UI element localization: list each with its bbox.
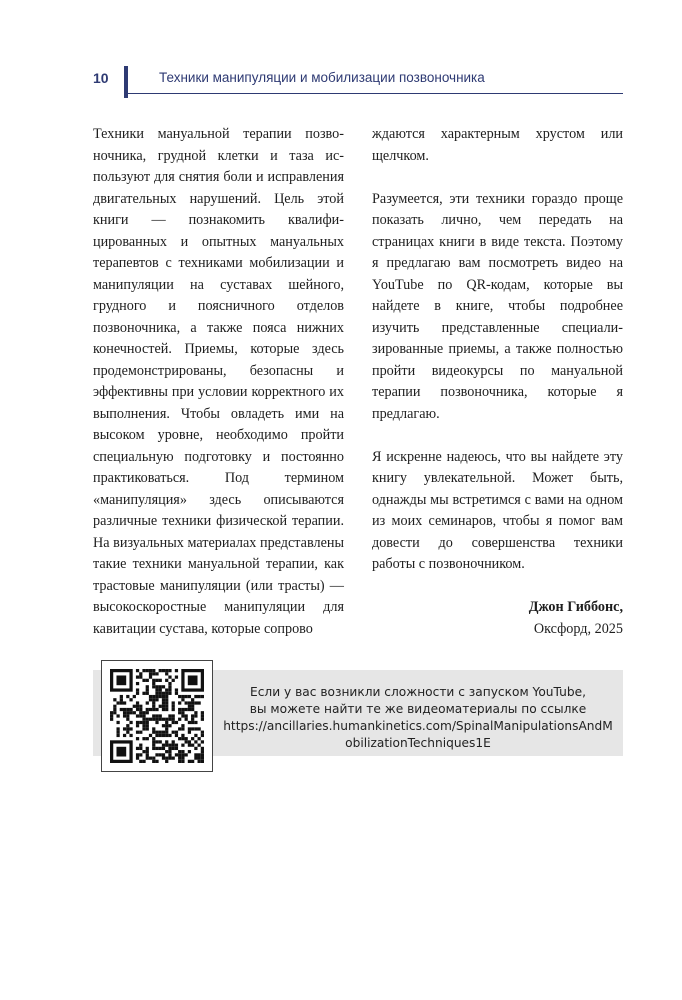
- signature: [372, 597, 623, 640]
- running-header: [93, 66, 623, 100]
- qr-note-line: вы можете найти те же видеоматериалы по ссылке: [249, 702, 587, 716]
- running-title: Техники манипуляции и мобилизации позвоночника: [159, 70, 485, 85]
- place-date: Оксфорд, 2025: [533, 620, 623, 637]
- qr-code-icon: [110, 669, 204, 763]
- right-column: [372, 124, 623, 640]
- closing-paragraph: Я искренне надеюсь, что вы найдете эту книгу увлекательной. Может быть, однажды мы встретимся с вами на одном из моих семинаров, чтобы я помог вам довести до совершенства техники работы с позвоночником.: [372, 448, 623, 572]
- youtube-paragraph: Разумеется, эти техники гораздо проще показать лично, чем передать на страницах книги в виде текста. Поэтому я предлагаю вам посмотреть видео на YouTube по QR-кодам, которые вы найдете в книге, чтобы подробнее изучить представленные специализированные приемы, а также полностью пройти видеокурсы по мануальной терапии позвоночника, которые я предлагаю.: [372, 190, 623, 422]
- qr-note-line: Если у вас возникли сложности с запуском YouTube,: [250, 685, 586, 699]
- qr-code[interactable]: [101, 660, 213, 772]
- page-number: 10: [93, 70, 109, 86]
- intro-paragraph: Техники мануальной терапии позвоночника, грудной клетки и таза используют для снятия боли и исправления двигательных нарушений. Цель этой книги — познакомить квалифицированных и опытных мануальных терапевтов с техниками мобилизации и манипуляции на суставах шейного, грудного и поясничного отделов позвоночника, а также пояса нижних конечностей. Приемы, которые здесь продемонстрированы, безопасны и эффективны при условии корректного их выполнения. Чтобы овладеть ими на высоком уровне, необходимо пройти специальную подготовку и постоянно практиковаться. Под термином «манипуляция» здесь описываются различные техники физической терапии. На визуальных материалах представлены такие техники мануальной терапии, как трастовые манипуляции (или трасты) — высокоскоростные манипуляции для кавитации сустава, которые сопрово: [93, 126, 344, 637]
- author-name: Джон Гиббонс,: [528, 599, 623, 615]
- header-rule: [128, 93, 623, 94]
- left-column: [93, 124, 344, 662]
- qr-link-continued[interactable]: obilizationTechniques1E: [345, 736, 491, 750]
- qr-link[interactable]: https://ancillaries.humankinetics.com/SpinalManipulationsAndM: [223, 719, 613, 733]
- qr-note-text: [222, 684, 614, 752]
- continued-paragraph: ждаются характерным хрустом или щелчком.: [372, 126, 623, 164]
